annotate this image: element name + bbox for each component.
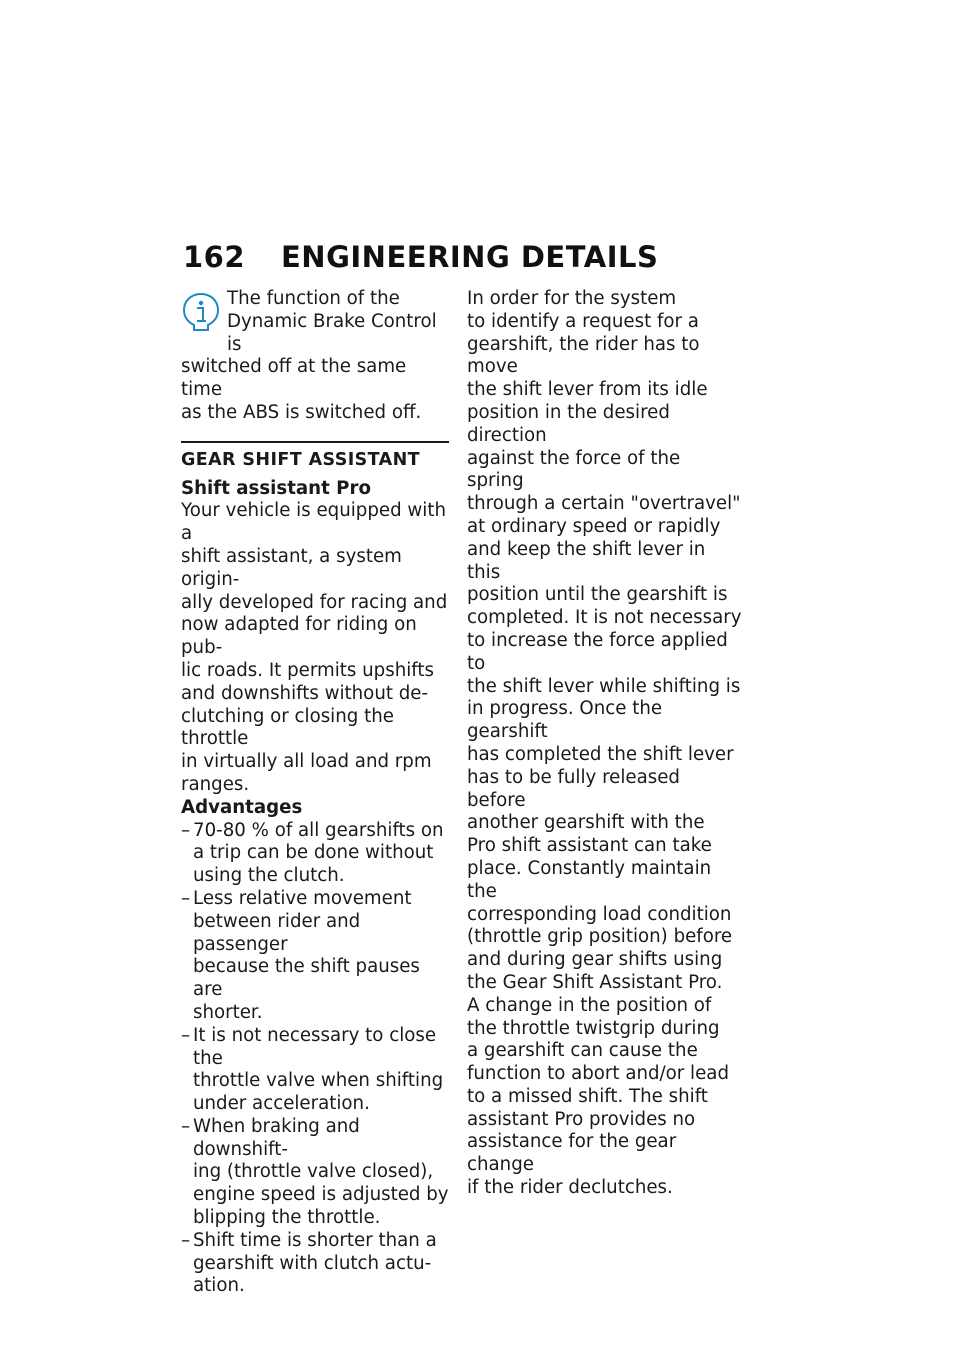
- list-item-text: When braking and downshift- ing (throttle valve closed), engine speed is adjusted by blipping the throttle.: [193, 1115, 449, 1229]
- note-text: switched off at the same time as the ABS is switched off.: [181, 356, 422, 423]
- page-number: 162: [183, 240, 246, 274]
- bullet-dash: –: [181, 819, 191, 841]
- list-item-text: It is not necessary to close the throttle valve when shifting under acceleration.: [193, 1024, 444, 1115]
- intro-paragraph: Your vehicle is equipped with a shift assistant, a system origin- ally developed for racing and now adapted for riding on pub- lic roads. It permits upshifts and downshifts without de- clutching or closing the throttle in virtually all load and rpm ranges.: [181, 500, 448, 795]
- list-item: [181, 820, 451, 888]
- info-note: [181, 288, 451, 356]
- chapter-title: ENGINEERING DETAILS: [281, 240, 659, 274]
- bullet-dash: –: [181, 887, 191, 909]
- right-column: [467, 288, 742, 1200]
- bullet-dash: –: [181, 1229, 191, 1251]
- list-item-text: Shift time is shorter than a gearshift with clutch actu- ation.: [193, 1229, 437, 1297]
- section-title: GEAR SHIFT ASSISTANT: [181, 449, 420, 470]
- advantages-heading: Advantages: [181, 796, 303, 818]
- left-column: [181, 288, 451, 1298]
- bullet-dash: –: [181, 1024, 191, 1046]
- list-item-text: 70-80 % of all gearshifts on a trip can be done without using the clutch.: [193, 819, 444, 887]
- list-item: [181, 1025, 451, 1116]
- note-text-indented: The function of the Dynamic Brake Control is: [227, 288, 437, 355]
- list-item: [181, 1116, 451, 1230]
- page-header: [183, 240, 658, 274]
- info-icon: [181, 292, 221, 332]
- bullet-dash: –: [181, 1115, 191, 1137]
- list-item-text: Less relative movement between rider and passenger because the shift pauses are shorter.: [193, 887, 420, 1023]
- shift-procedure-paragraph: In order for the system to identify a request for a gearshift, the rider has to move the shift lever from its idle position in the desired direction against the force of the spring through a certain "overtravel" at ordinary speed or rapidly and keep the shift lever in this position until the gearshift is completed. It is not necessary to increase the force applied to the shift lever while shifting is in progress. Once the gearshift has completed the shift lever has to be fully released before another gearshift with the Pro shift assistant can take place. Constantly maintain the corresponding load condition (throttle grip position) before and during gear shifts using the Gear Shift Assistant Pro.: [467, 288, 742, 993]
- list-item: [181, 888, 451, 1025]
- advantages-list: [181, 820, 451, 1299]
- throttle-warning-paragraph: A change in the position of the throttle twistgrip during a gearshift can cause the function to abort and/or lead to a missed shift. The shift assistant Pro provides no assistance for the gear change if the rider declutches.: [467, 994, 729, 1199]
- subheading: Shift assistant Pro: [181, 477, 371, 499]
- list-item: [181, 1230, 451, 1298]
